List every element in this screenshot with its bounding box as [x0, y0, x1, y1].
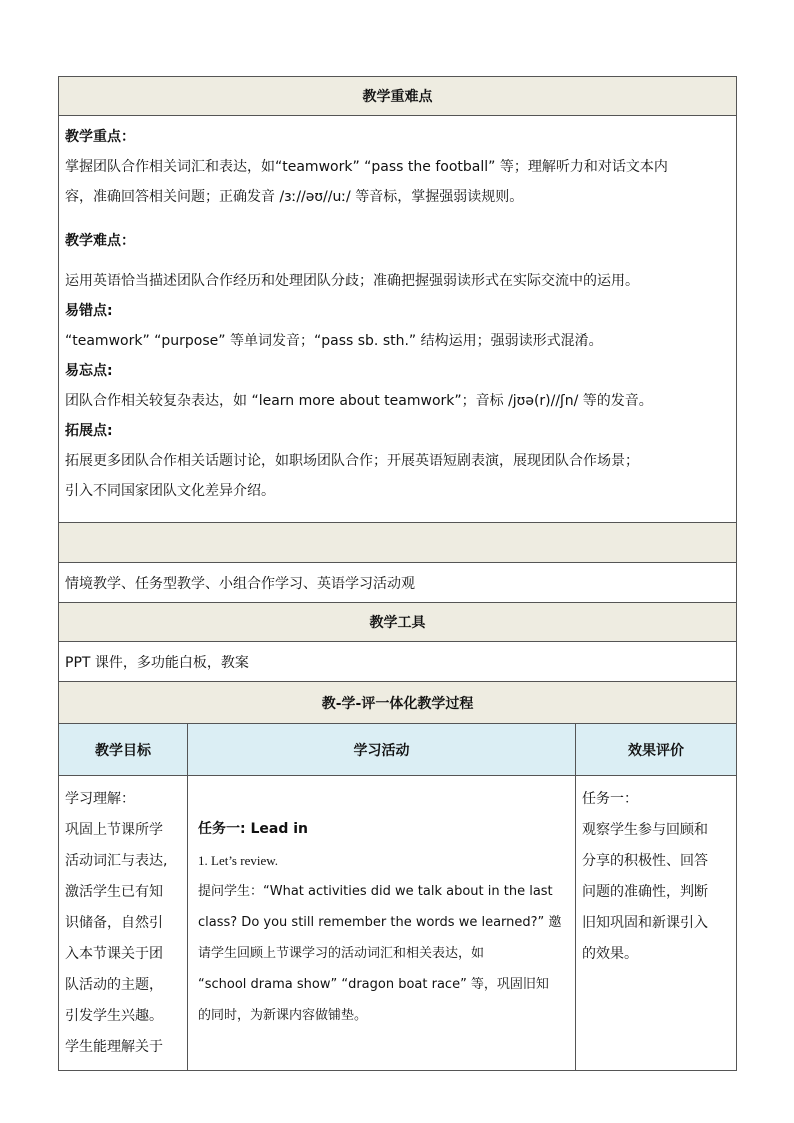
goal-line-2: 巩固上节课所学	[65, 822, 163, 838]
eval-line-4: 问题的准确性，判断	[582, 884, 708, 900]
process-header	[59, 682, 737, 724]
eval-line-5: 旧知巩固和新课引入	[582, 915, 708, 931]
eval-line-1: 任务一：	[582, 791, 638, 807]
tools-content	[59, 642, 737, 682]
key-points-label: 教学重点：	[65, 129, 135, 145]
column-header-evaluation-label: 效果评价	[628, 742, 685, 759]
eval-line-2: 观察学生参与回顾和	[582, 822, 708, 838]
eval-line-6: 的效果。	[582, 946, 638, 962]
goal-line-7: 队活动的主题，	[65, 977, 163, 993]
goal-line-9: 学生能理解关于	[65, 1039, 163, 1055]
column-header-activity	[188, 724, 576, 776]
column-header-evaluation	[576, 724, 737, 776]
tools-text: PPT 课件，多功能白板，教案	[65, 654, 249, 671]
column-header-goal	[59, 724, 188, 776]
tools-header	[59, 603, 737, 642]
difficult-points-line: 运用英语恰当描述团队合作经历和处理团队分歧；准确把握强弱读形式在实际交流中的运用。	[65, 273, 639, 289]
methods-header	[59, 523, 737, 563]
column-header-goal-label: 教学目标	[95, 742, 151, 759]
activity-cell	[188, 776, 576, 1071]
activity-line-2: 提问学生：“What activities did we talk about in the last	[198, 884, 553, 899]
activity-line-4: 请学生回顾上节课学习的活动词汇和相关表达，如	[198, 946, 485, 961]
extend-points-line-1: 拓展更多团队合作相关话题讨论，如职场团队合作；开展英语短剧表演，展现团队合作场景；	[65, 453, 639, 469]
goal-cell	[59, 776, 188, 1071]
goal-line-5: 识储备，自然引	[65, 915, 163, 931]
column-header-activity-label: 学习活动	[353, 742, 410, 759]
forget-points-label: 易忘点:	[65, 363, 113, 379]
extend-points-line-2: 引入不同国家团队文化差异介绍。	[65, 483, 275, 499]
key-difficult-title: 教学重难点	[362, 89, 433, 105]
goal-line-1: 学习理解：	[65, 791, 135, 807]
activity-line-1: 1. Let’s review.	[198, 853, 279, 868]
error-points-line: “teamwork” “purpose” 等单词发音；“pass sb. sth.” 结构运用；强弱读形式混淆。	[65, 333, 603, 349]
lesson-plan-page	[58, 76, 736, 1071]
difficult-points-label: 教学难点：	[65, 233, 135, 249]
process-title: 教-学-评一体化教学过程	[321, 695, 474, 712]
goal-line-8: 引发学生兴趣。	[65, 1008, 163, 1024]
key-difficult-header	[59, 77, 737, 116]
task-one-title: 任务一: Lead in	[198, 821, 308, 837]
lesson-plan-table	[58, 76, 737, 1071]
goal-line-6: 入本节课关于团	[65, 946, 163, 962]
eval-line-3: 分享的积极性、回答	[582, 853, 708, 869]
activity-line-5: “school drama show” “dragon boat race” 等，巩固旧知	[198, 977, 549, 992]
goal-line-3: 活动词汇与表达,	[65, 853, 168, 869]
key-points-line-1: 掌握团队合作相关词汇和表达，如“teamwork” “pass the football” 等；理解听力和对话文本内	[65, 159, 668, 175]
evaluation-cell	[576, 776, 737, 1071]
methods-content	[59, 563, 737, 603]
tools-title: 教学工具	[369, 615, 426, 631]
forget-points-line: 团队合作相关较复杂表达，如 “learn more about teamwork”；音标 /jʊə(r)//ʃn/ 等的发音。	[65, 393, 653, 409]
key-points-line-2: 容，准确回答相关问题；正确发音 /ɜː//əʊ//uː/ 等音标，掌握强弱读规则。	[65, 189, 524, 205]
activity-line-6: 的同时，为新课内容做铺垫。	[198, 1008, 368, 1023]
methods-text: 情境教学、任务型教学、小组合作学习、英语学习活动观	[65, 575, 415, 592]
key-difficult-content	[59, 116, 737, 523]
error-points-label: 易错点:	[65, 303, 113, 319]
extend-points-label: 拓展点:	[65, 423, 113, 439]
activity-line-3: class? Do you still remember the words we learned?” 邀	[198, 915, 562, 930]
goal-line-4: 激活学生已有知	[65, 884, 163, 900]
